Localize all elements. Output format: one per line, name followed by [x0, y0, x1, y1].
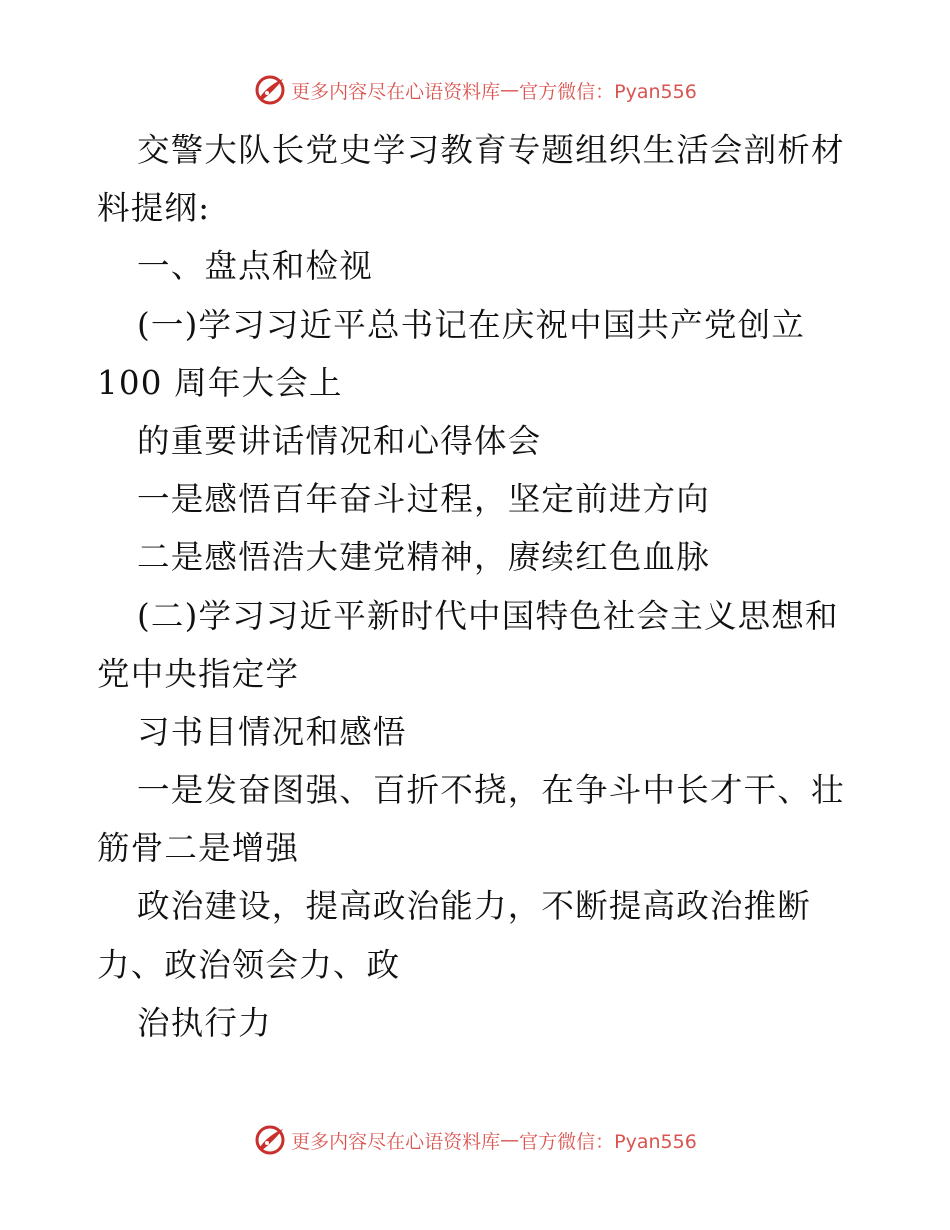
- doc-line-title-1: 交警大队长党史学习教育专题组织生活会剖析材: [137, 131, 845, 169]
- doc-line-12: 筋骨二是增强: [97, 829, 300, 868]
- doc-line-13: 政治建设，提高政治能力，不断提高政治推断: [137, 887, 812, 926]
- doc-line-11: 一是发奋图强、百折不挠，在争斗中长才干、壮: [137, 771, 845, 810]
- header-banner: [0, 72, 950, 108]
- header-site-text: 更多内容尽在心语资料库: [291, 80, 501, 103]
- doc-line-14: 力、政治领会力、政: [97, 945, 401, 984]
- doc-line-title-2: 料提纲:: [97, 189, 211, 228]
- doc-line-section-1: 一、盘点和检视: [137, 247, 373, 286]
- footer-separator: —: [500, 1129, 520, 1151]
- footer-site-text: 更多内容尽在心语资料库: [291, 1130, 501, 1153]
- doc-line-7: 二是感悟浩大建党精神，赓续红色血脉: [137, 538, 710, 577]
- doc-line-subsection-1: (一)学习习近平总书记在庆祝中国共产党创立: [137, 305, 806, 344]
- pen-logo-icon: [253, 1123, 287, 1157]
- doc-line-15: 治执行力: [137, 1003, 272, 1042]
- header-separator: —: [500, 79, 520, 101]
- doc-line-4: 100 周年大会上: [97, 363, 343, 402]
- footer-banner: [0, 1122, 950, 1158]
- header-wechat-text: 官方微信：Pyan556: [519, 80, 697, 103]
- doc-line-5: 的重要讲话情况和心得体会: [137, 421, 542, 460]
- doc-line-10: 习书目情况和感悟: [137, 712, 407, 751]
- pen-logo-icon: [253, 73, 287, 107]
- document-body: [97, 121, 857, 1052]
- doc-line-6: 一是感悟百年奋斗过程，坚定前进方向: [137, 480, 710, 519]
- doc-line-subsection-2: (二)学习习近平新时代中国特色社会主义思想和: [137, 596, 839, 635]
- doc-line-9: 党中央指定学: [97, 654, 300, 693]
- footer-wechat-text: 官方微信：Pyan556: [519, 1130, 697, 1153]
